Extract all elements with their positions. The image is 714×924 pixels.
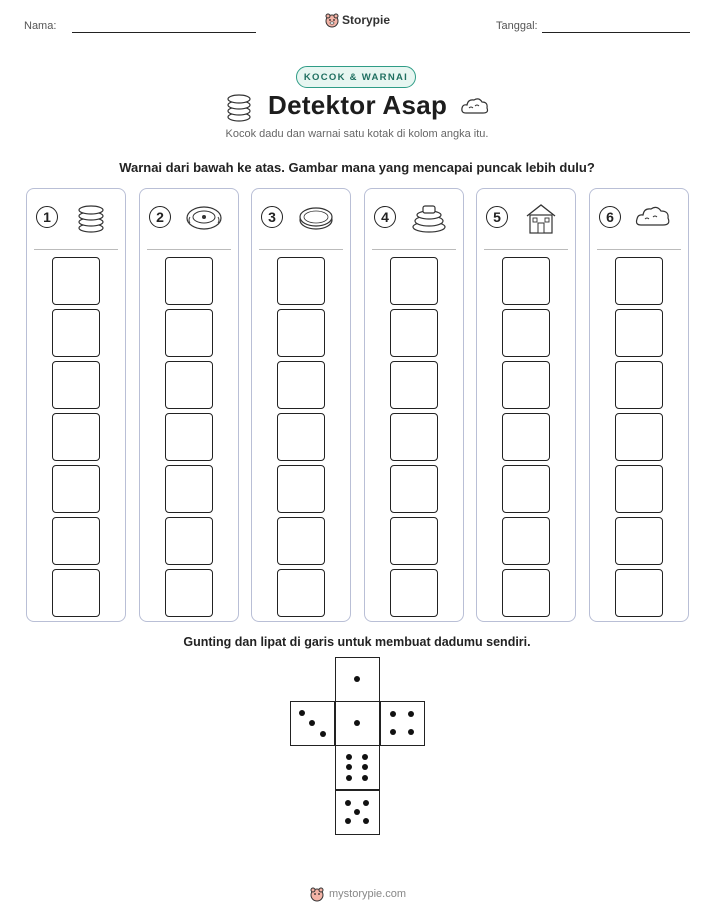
color-box[interactable] xyxy=(615,465,663,513)
color-box[interactable] xyxy=(502,465,550,513)
color-box[interactable] xyxy=(165,569,213,617)
color-box[interactable] xyxy=(615,361,663,409)
column-divider xyxy=(372,249,456,250)
footer-url: mystorypie.com xyxy=(329,888,407,900)
column-divider xyxy=(34,249,118,250)
color-box[interactable] xyxy=(502,309,550,357)
column-number: 5 xyxy=(486,206,508,228)
color-box[interactable] xyxy=(615,569,663,617)
color-box[interactable] xyxy=(390,309,438,357)
storypie-mascot-icon xyxy=(324,12,340,28)
title-row xyxy=(0,90,714,126)
column-divider xyxy=(259,249,343,250)
color-box[interactable] xyxy=(52,309,100,357)
color-box[interactable] xyxy=(52,569,100,617)
color-box[interactable] xyxy=(390,517,438,565)
dice-face-5 xyxy=(335,790,380,835)
dice-pip xyxy=(346,754,352,760)
color-box[interactable] xyxy=(502,517,550,565)
color-box[interactable] xyxy=(615,257,663,305)
color-box[interactable] xyxy=(165,361,213,409)
color-box[interactable] xyxy=(502,569,550,617)
color-box[interactable] xyxy=(390,361,438,409)
name-line[interactable] xyxy=(72,32,256,33)
dice-face-1 xyxy=(335,657,380,702)
battery-coin-icon xyxy=(296,201,336,235)
color-box[interactable] xyxy=(277,257,325,305)
dice-face-1 xyxy=(335,701,380,746)
dice-pip xyxy=(309,720,315,726)
color-box[interactable] xyxy=(277,309,325,357)
dice-pip xyxy=(363,800,369,806)
color-box[interactable] xyxy=(165,257,213,305)
dice-pip xyxy=(345,800,351,806)
column-number: 1 xyxy=(36,206,58,228)
dice-pip xyxy=(363,818,369,824)
coloring-instruction: Warnai dari bawah ke atas. Gambar mana yang mencapai puncak lebih dulu? xyxy=(119,160,595,175)
dice-pip xyxy=(299,710,305,716)
dice-pip xyxy=(362,764,368,770)
color-box[interactable] xyxy=(165,465,213,513)
color-box[interactable] xyxy=(165,413,213,461)
dice-pip xyxy=(408,711,414,717)
page-subtitle: Kocok dadu dan warnai satu kotak di kolom angka itu. xyxy=(225,128,489,140)
dice-pip xyxy=(346,775,352,781)
color-box[interactable] xyxy=(52,465,100,513)
color-box[interactable] xyxy=(390,569,438,617)
page-title: Detektor Asap xyxy=(268,90,448,120)
color-box[interactable] xyxy=(277,361,325,409)
dice-pip xyxy=(390,729,396,735)
color-box[interactable] xyxy=(52,257,100,305)
color-box[interactable] xyxy=(52,413,100,461)
dice-instruction: Gunting dan lipat di garis untuk membuat dadumu sendiri. xyxy=(183,635,531,649)
column-number: 3 xyxy=(261,206,283,228)
dice-face-6 xyxy=(335,745,380,790)
date-label: Tanggal: xyxy=(496,20,538,32)
column-number: 4 xyxy=(374,206,396,228)
dice-pip xyxy=(362,775,368,781)
smoke-cloud-icon xyxy=(460,96,490,118)
cookie-stack-icon xyxy=(226,93,252,123)
dice-face-3 xyxy=(290,701,335,746)
column-number: 2 xyxy=(149,206,171,228)
dice-pip xyxy=(390,711,396,717)
dice-pip xyxy=(345,818,351,824)
column-6 xyxy=(589,188,689,622)
color-box[interactable] xyxy=(615,413,663,461)
color-box[interactable] xyxy=(277,413,325,461)
cookie-stack-icon xyxy=(71,201,111,235)
column-3 xyxy=(251,188,351,622)
dice-pip xyxy=(354,676,360,682)
dice-pip xyxy=(362,754,368,760)
color-box[interactable] xyxy=(502,257,550,305)
date-line[interactable] xyxy=(542,32,690,33)
color-box[interactable] xyxy=(615,517,663,565)
pancake-stack-icon xyxy=(409,201,449,235)
color-box[interactable] xyxy=(390,257,438,305)
color-box[interactable] xyxy=(165,517,213,565)
column-divider xyxy=(597,249,681,250)
color-box[interactable] xyxy=(390,465,438,513)
column-number: 6 xyxy=(599,206,621,228)
storypie-mascot-icon xyxy=(309,886,325,902)
activity-badge: KOCOK & WARNAI xyxy=(296,66,416,88)
color-box[interactable] xyxy=(277,465,325,513)
color-box[interactable] xyxy=(390,413,438,461)
color-box[interactable] xyxy=(277,569,325,617)
page-footer xyxy=(309,886,406,902)
column-1 xyxy=(26,188,126,622)
name-label: Nama: xyxy=(24,20,57,32)
column-divider xyxy=(484,249,568,250)
color-box[interactable] xyxy=(165,309,213,357)
column-divider xyxy=(147,249,231,250)
color-box[interactable] xyxy=(615,309,663,357)
color-box[interactable] xyxy=(52,517,100,565)
brand-name: Storypie xyxy=(342,13,391,27)
brand-logo xyxy=(324,12,390,28)
page-header xyxy=(0,0,714,50)
color-box[interactable] xyxy=(502,361,550,409)
dice-pip xyxy=(320,731,326,737)
dice-pip xyxy=(408,729,414,735)
color-box[interactable] xyxy=(502,413,550,461)
dice-pip xyxy=(354,720,360,726)
color-box[interactable] xyxy=(52,361,100,409)
column-5 xyxy=(476,188,576,622)
color-box[interactable] xyxy=(277,517,325,565)
column-2 xyxy=(139,188,239,622)
dice-face-4 xyxy=(380,701,425,746)
smoke-detector-icon xyxy=(184,201,224,235)
dice-pip xyxy=(354,809,360,815)
dice-pip xyxy=(346,764,352,770)
house-icon xyxy=(521,201,561,235)
smoke-cloud-icon xyxy=(634,201,674,235)
column-4 xyxy=(364,188,464,622)
